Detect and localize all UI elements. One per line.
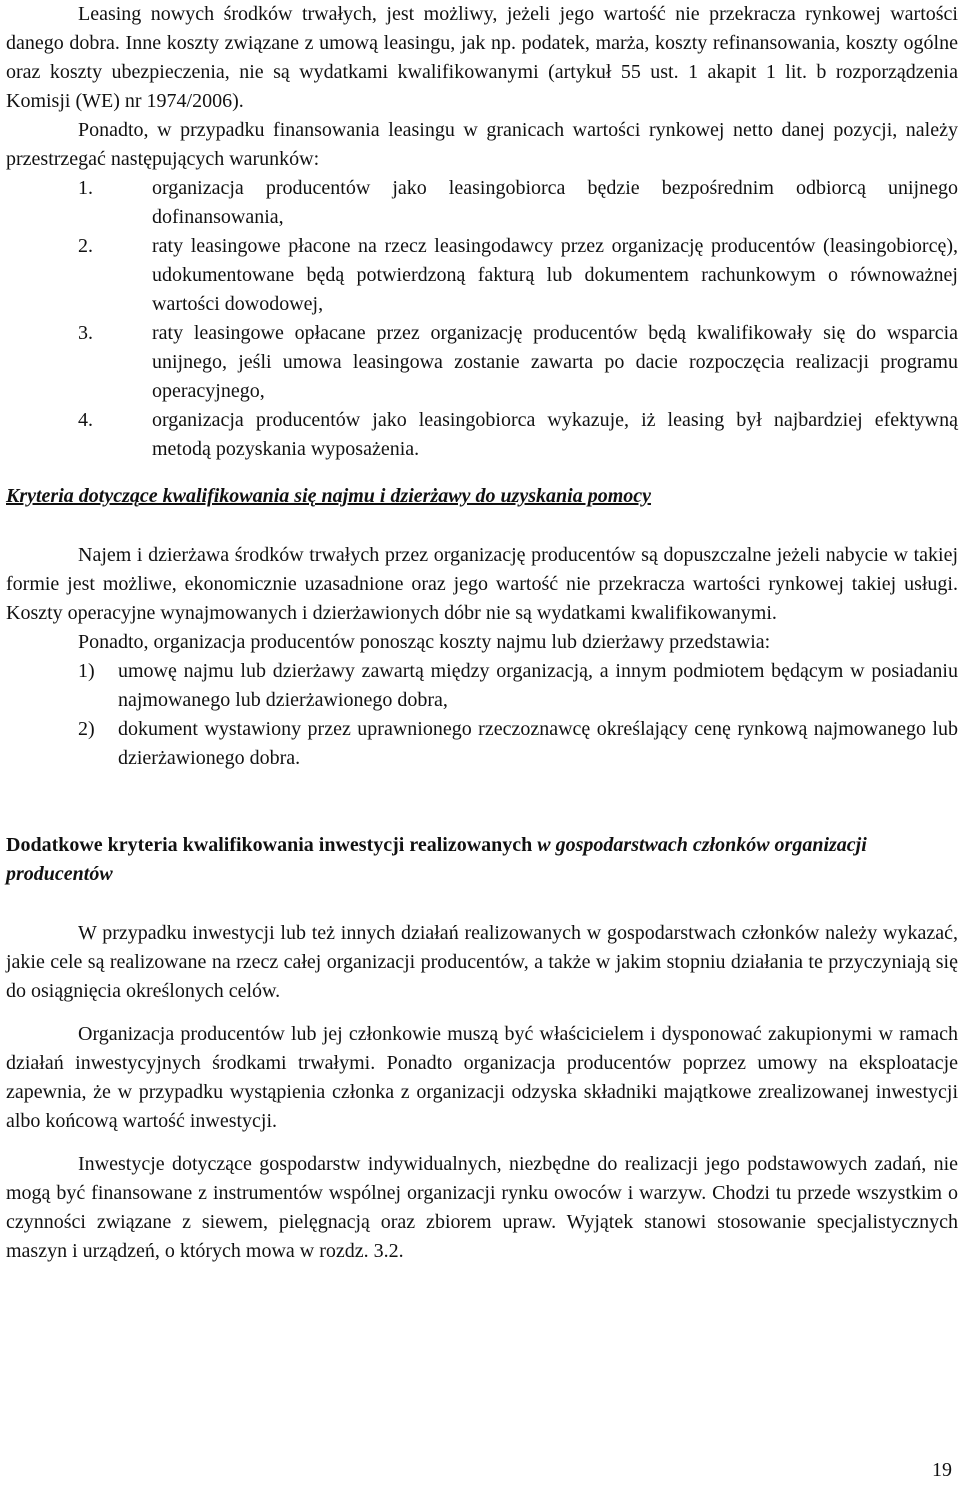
list-item-number: 2) [78, 718, 95, 740]
list-item-text: organizacja producentów jako leasingobiorca będzie bezpośrednim odbiorcą unijnego dofinansowania, [152, 177, 958, 228]
rental-documents-list [78, 657, 958, 773]
document-page [6, 0, 958, 1266]
leasing-paragraph: Leasing nowych środków trwałych, jest możliwy, jeżeli jego wartość nie przekracza rynkowej wartości danego dobra. Inne koszty związane z umową leasingu, jak np. podatek, marża, koszty refinansowania, koszty ogólne oraz koszty ubezpieczenia, nie są wydatkami kwalifikowanymi (artykuł 55 ust. 1 akapit 1 lit. b rozporządzenia Komisji (WE) nr 1974/2006). [6, 3, 958, 112]
rental-documents-intro: Ponadto, organizacja producentów ponosząc koszty najmu lub dzierżawy przedstawia: [78, 631, 771, 653]
paragraph-spacer [6, 1006, 958, 1020]
page-number: 19 [932, 1459, 952, 1481]
member-investments-paragraph-3: Inwestycje dotyczące gospodarstw indywidualnych, niezbędne do realizacji jego podstawowych zadań, nie mogą być finansowane z instrumentów wspólnej organizacji rynku owoców i warzyw. Chodzi tu przede wszystkim o czynności związane z siewem, pielęgnacją oraz zbiorem upraw. Wyjątek stanowi stosowanie specjalistycznych maszyn i urządzeń, o których mowa w rozdz. 3.2. [6, 1153, 958, 1262]
list-item [78, 715, 958, 773]
rental-paragraph: Najem i dzierżawa środków trwałych przez organizację producentów są dopuszczalne jeżeli nabycie w takiej formie jest możliwe, ekonomicznie uzasadnione oraz jego wartość nie przekracza wartości rynkowej takiej usługi. Koszty operacyjne wynajmowanych i dzierżawionych dóbr nie są wydatkami kwalifikowanymi. [6, 544, 958, 624]
list-item-number: 3. [78, 322, 93, 344]
list-item-text: raty leasingowe płacone na rzecz leasingodawcy przez organizację producentów (leasingobiorcę), udokumentowane będą potwierdzoną fakturą lub dokumentem rachunkowym o równoważnej wartości dowodowej, [152, 235, 958, 315]
list-item-text: raty leasingowe opłacane przez organizację producentów będą kwalifikowały się do wsparcia unijnego, jeśli umowa leasingowa zostanie zawarta po dacie rozpoczęcia realizacji programu operacyjnego, [152, 322, 958, 402]
list-item [78, 319, 958, 406]
list-item-number: 1) [78, 660, 95, 682]
member-investments-paragraph-2: Organizacja producentów lub jej członkowie muszą być właścicielem i dysponować zakupionymi w ramach działań inwestycyjnych środkami trwałymi. Ponadto organizacja producentów poprzez umowy na eksploatacje zapewnia, że w przypadku wystąpienia członka z organizacji odzyska składniki majątkowe zrealizowanej inwestycji albo końcową wartość inwestycji. [6, 1023, 958, 1132]
section-heading-rental: Kryteria dotyczące kwalifikowania się najmu i dzierżawy do uzyskania pomocy [6, 485, 651, 507]
heading-italic-part: w gospodarstwach członków organizacji producentów [6, 834, 867, 885]
list-item [78, 232, 958, 319]
list-item [78, 406, 958, 464]
leasing-conditions-list [78, 174, 958, 464]
heading-bold-part: Dodatkowe kryteria kwalifikowania inwestycji realizowanych [6, 834, 538, 856]
list-item-number: 1. [78, 177, 93, 199]
list-item [78, 657, 958, 715]
list-item-number: 2. [78, 235, 93, 257]
list-item-text: umowę najmu lub dzierżawy zawartą między organizacją, a innym podmiotem będącym w posiadaniu najmowanego lub dzierżawionego dobra, [118, 660, 958, 711]
section-heading-member-investments [6, 831, 958, 889]
leasing-conditions-intro: Ponadto, w przypadku finansowania leasingu w granicach wartości rynkowej netto danej pozycji, należy przestrzegać następujących warunków: [6, 119, 958, 170]
list-item-text: dokument wystawiony przez uprawnionego rzeczoznawcę określający cenę rynkową najmowanego lub dzierżawionego dobra. [118, 718, 958, 769]
list-item-number: 4. [78, 409, 93, 431]
list-item-text: organizacja producentów jako leasingobiorca wykazuje, iż leasing był najbardziej efektywną metodą pozyskania wyposażenia. [152, 409, 958, 460]
paragraph-spacer [6, 1136, 958, 1150]
list-item [78, 174, 958, 232]
member-investments-paragraph-1: W przypadku inwestycji lub też innych działań realizowanych w gospodarstwach członków należy wykazać, jakie cele są realizowane na rzecz całej organizacji producentów, a także w jakim stopniu działania te przyczyniają się do osiągnięcia określonych celów. [6, 922, 958, 1002]
